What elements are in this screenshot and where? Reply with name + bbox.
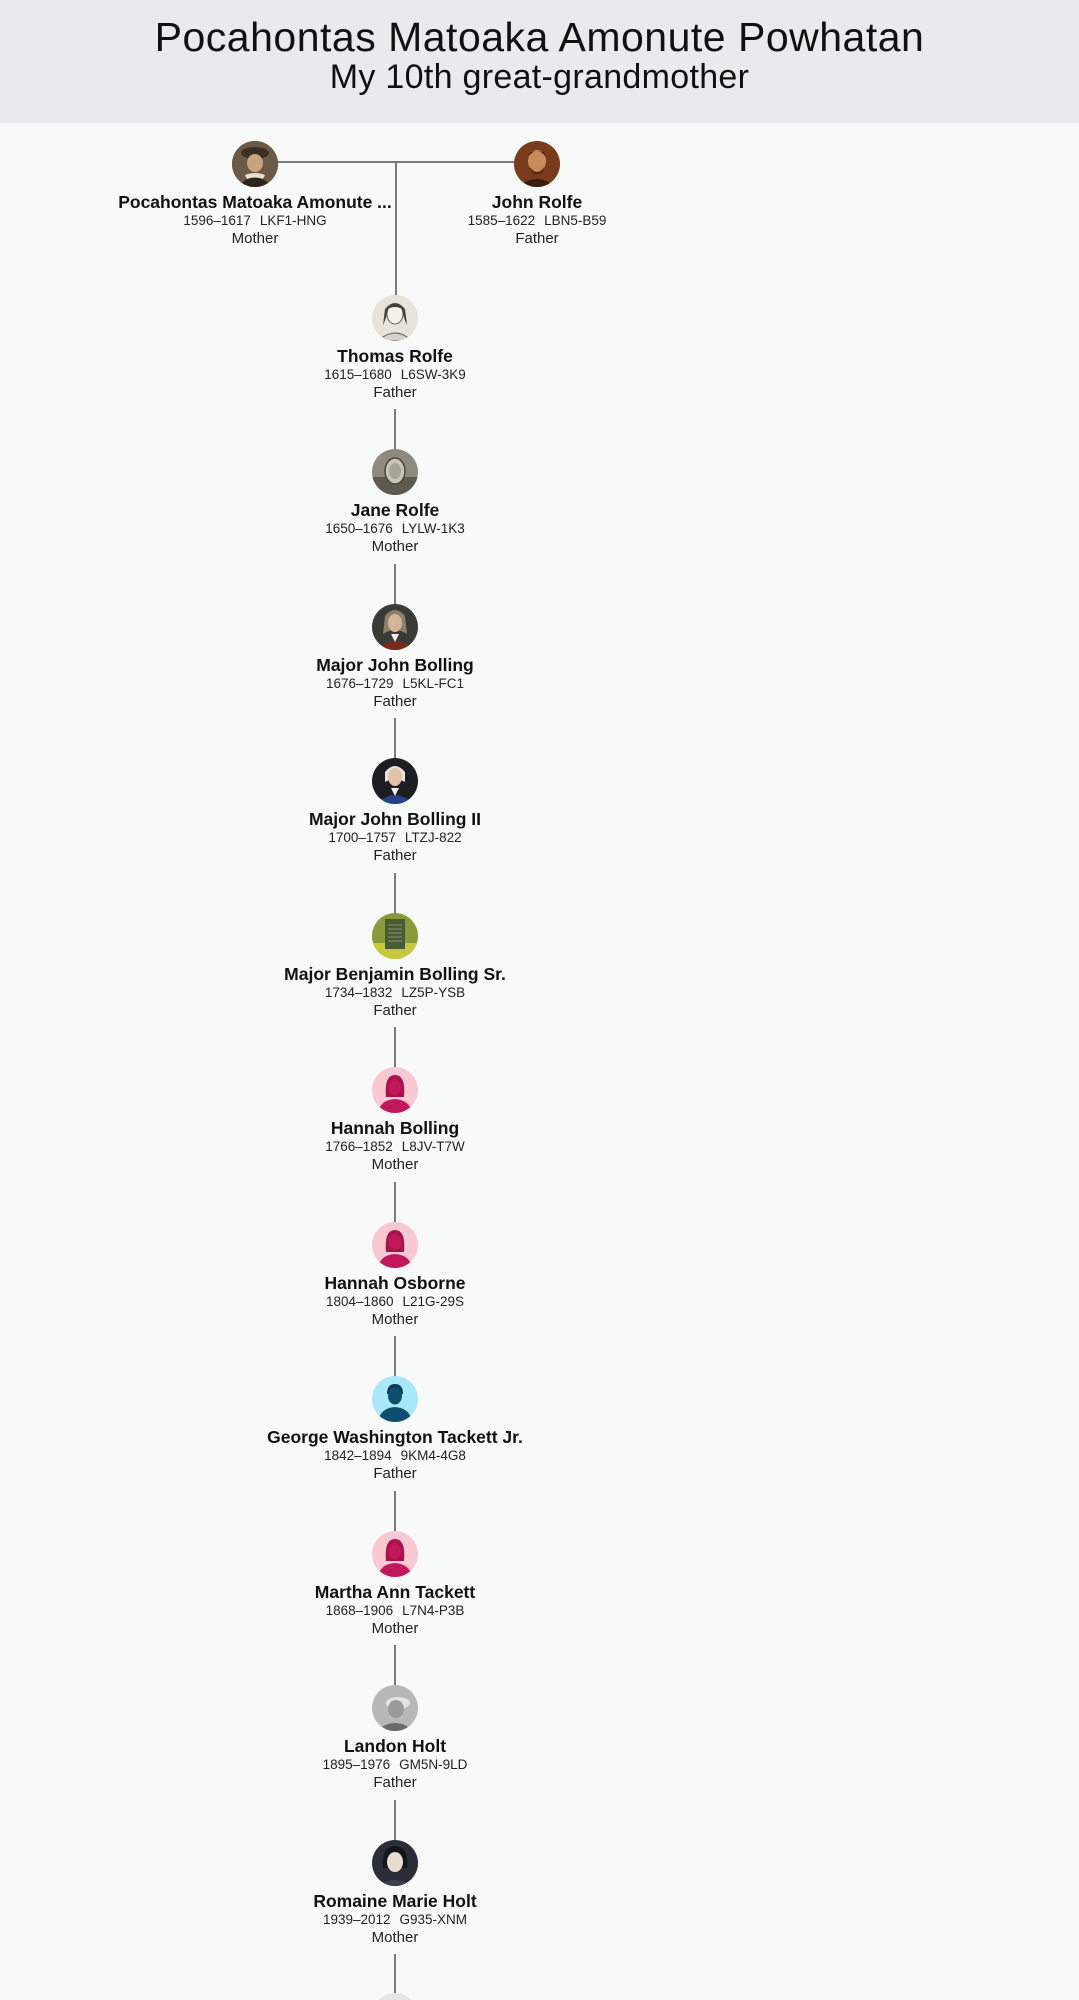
person-relation: Father xyxy=(373,847,417,864)
person-name: Hannah Osborne xyxy=(324,1273,466,1293)
person-lifespan: 1615–1680 xyxy=(324,367,392,382)
person-relation: Mother xyxy=(371,1929,419,1946)
descent-line xyxy=(394,1182,396,1226)
person-name: George Washington Tackett Jr. xyxy=(267,1427,523,1447)
person-card-romaine-marie-holt[interactable] xyxy=(245,1840,545,1947)
female-silhouette-icon xyxy=(372,1067,418,1113)
person-relation: Father xyxy=(373,1774,417,1791)
person-name: Hannah Bolling xyxy=(330,1118,460,1138)
person-relation: Mother xyxy=(371,1156,419,1173)
page-title: Pocahontas Matoaka Amonute Powhatan xyxy=(154,14,925,60)
person-lifespan: 1676–1729 xyxy=(325,676,394,691)
person-id: L8JV-T7W xyxy=(401,1139,465,1154)
descent-line xyxy=(394,564,396,608)
person-name: Jane Rolfe xyxy=(350,500,440,520)
portrait-photo-icon xyxy=(372,758,418,804)
descent-line xyxy=(394,1800,396,1844)
gravestone-photo-icon xyxy=(372,913,418,959)
female-silhouette-icon xyxy=(372,1531,418,1577)
person-card-major-john-bolling-ii[interactable] xyxy=(245,758,545,865)
person-relation: Mother xyxy=(371,538,419,555)
person-lifespan: 1939–2012 xyxy=(322,1912,391,1927)
person-lifespan: 1650–1676 xyxy=(325,521,393,536)
person-name: Martha Ann Tackett xyxy=(314,1582,476,1602)
person-card-hannah-bolling[interactable] xyxy=(245,1067,545,1174)
person-card-hannah-osborne[interactable] xyxy=(245,1222,545,1329)
descent-line xyxy=(394,1491,396,1535)
person-id: L5KL-FC1 xyxy=(402,676,465,691)
person-lifespan: 1734–1832 xyxy=(324,985,393,1000)
person-id: LYLW-1K3 xyxy=(401,521,465,536)
person-relation: Father xyxy=(373,1465,417,1482)
person-card-landon-holt[interactable] xyxy=(245,1685,545,1792)
person-id: L21G-29S xyxy=(402,1294,465,1309)
person-lifespan: 1766–1852 xyxy=(325,1139,393,1154)
person-card-jane-rolfe[interactable] xyxy=(245,449,545,556)
person-card-major-john-bolling[interactable] xyxy=(245,604,545,711)
person-card-john-rolfe[interactable] xyxy=(387,141,687,248)
person-relation: Mother xyxy=(231,230,279,247)
descent-line xyxy=(394,409,396,453)
person-lifespan: 1868–1906 xyxy=(325,1603,394,1618)
page-header xyxy=(0,0,1079,123)
person-name: Pocahontas Matoaka Amonute ... xyxy=(118,192,392,212)
person-card-thomas-rolfe[interactable] xyxy=(245,295,545,402)
descent-line xyxy=(394,718,396,762)
person-lifespan: 1596–1617 xyxy=(183,213,251,228)
person-name: John Rolfe xyxy=(491,192,583,212)
person-relation: Father xyxy=(373,1002,417,1019)
person-relation: Father xyxy=(373,693,417,710)
person-id: G935-XNM xyxy=(399,1912,468,1927)
person-id: 9KM4-4G8 xyxy=(400,1448,466,1463)
descent-line xyxy=(394,1645,396,1689)
descent-line xyxy=(394,1027,396,1071)
female-silhouette-icon xyxy=(372,1222,418,1268)
descent-line xyxy=(394,1336,396,1380)
person-relation: Mother xyxy=(371,1620,419,1637)
person-lifespan: 1700–1757 xyxy=(328,830,396,845)
person-name: Thomas Rolfe xyxy=(337,346,453,366)
person-name: Romaine Marie Holt xyxy=(313,1891,477,1911)
person-lifespan: 1804–1860 xyxy=(325,1294,394,1309)
person-relation: Father xyxy=(373,384,417,401)
person-id: LKF1-HNG xyxy=(259,213,327,228)
person-id: L6SW-3K9 xyxy=(400,367,466,382)
portrait-photo-icon xyxy=(372,1685,418,1731)
person-relation: Father xyxy=(515,230,559,247)
person-lifespan: 1585–1622 xyxy=(467,213,536,228)
person-lifespan: 1842–1894 xyxy=(324,1448,392,1463)
person-id: GM5N-9LD xyxy=(399,1757,468,1772)
portrait-photo-icon xyxy=(372,604,418,650)
person-id: L7N4-P3B xyxy=(402,1603,465,1618)
page-subtitle: My 10th great-grandmother xyxy=(329,58,750,96)
person-name: Landon Holt xyxy=(343,1736,447,1756)
descent-line xyxy=(394,873,396,917)
person-name: Major John Bolling xyxy=(316,655,474,675)
person-name: Major John Bolling II xyxy=(308,809,482,829)
person-id: LTZJ-822 xyxy=(404,830,462,845)
person-id: LBN5-B59 xyxy=(544,213,607,228)
person-card-george-washington-tackett-jr[interactable] xyxy=(245,1376,545,1483)
person-lifespan: 1895–1976 xyxy=(322,1757,391,1772)
person-card-martha-ann-tackett[interactable] xyxy=(245,1531,545,1638)
portrait-photo-icon xyxy=(514,141,560,187)
person-relation: Mother xyxy=(371,1311,419,1328)
person-card-major-benjamin-bolling-sr[interactable] xyxy=(245,913,545,1020)
next-person-avatar-partial[interactable] xyxy=(372,1993,418,2000)
person-name: Major Benjamin Bolling Sr. xyxy=(284,964,506,984)
portrait-photo-icon xyxy=(372,1840,418,1886)
portrait-photo-icon xyxy=(372,449,418,495)
person-id: LZ5P-YSB xyxy=(401,985,466,1000)
person-card-pocahontas[interactable] xyxy=(105,141,405,248)
portrait-photo-icon xyxy=(372,295,418,341)
portrait-photo-icon xyxy=(232,141,278,187)
male-silhouette-icon xyxy=(372,1376,418,1422)
